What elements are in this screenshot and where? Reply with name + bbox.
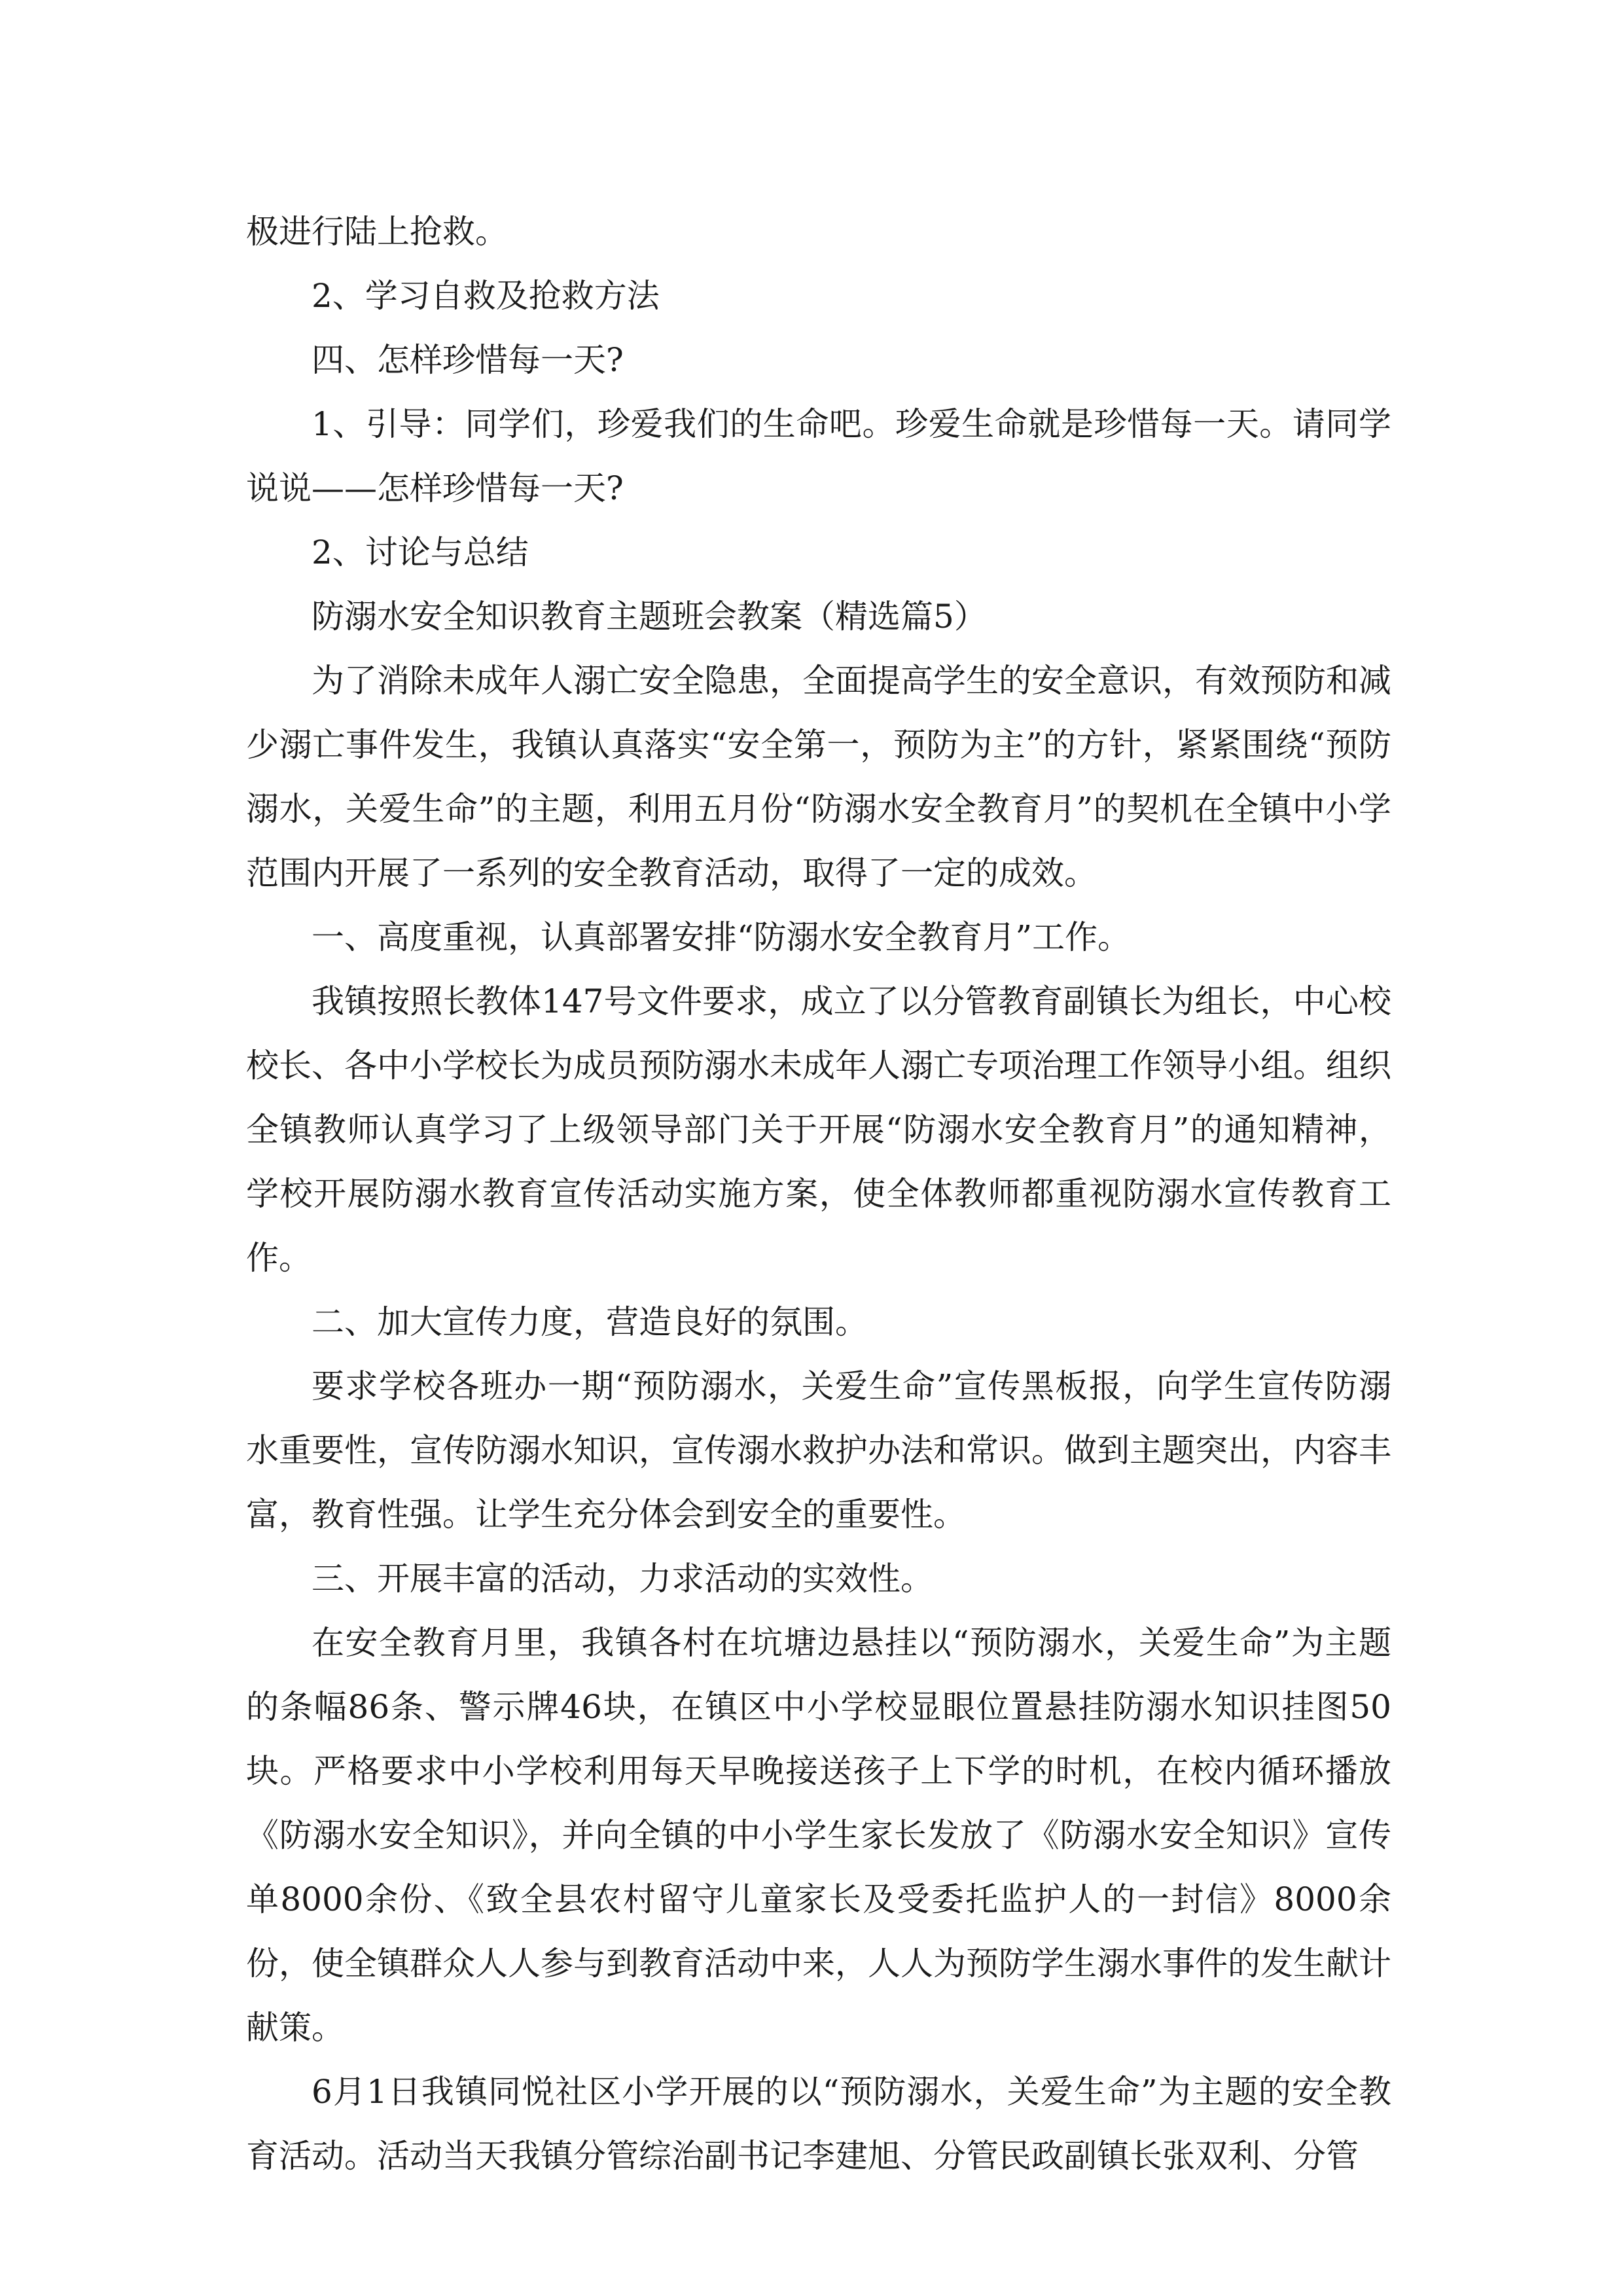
paragraph-guidance: 1、引导：同学们，珍爱我们的生命吧。珍爱生命就是珍惜每一天。请同学说说——怎样珍惜每一天? (246, 405, 1391, 507)
heading-section-one: 一、高度重视，认真部署安排“防溺水安全教育月”工作。 (312, 918, 1131, 956)
paragraph-june-first-activity: 6月1日我镇同悦社区小学开展的以“预防溺水，关爱生命”为主题的安全教育活动。活动当天我镇分管综治副书记李建旭、分管民政副镇长张双利、分管 (246, 2073, 1391, 2175)
heading-section-two: 二、加大宣传力度，营造良好的氛围。 (312, 1303, 868, 1341)
paragraph-discussion-summary: 2、讨论与总结 (312, 533, 529, 571)
section-title: 防溺水安全知识教育主题班会教案（精选篇5） (312, 598, 987, 636)
paragraph-intro: 为了消除未成年人溺亡安全隐患，全面提高学生的安全意识，有效预防和减少溺亡事件发生，我镇认真落实“安全第一，预防为主”的方针，紧紧围绕“预防溺水，关爱生命”的主题，利用五月份“防溺水安全教育月”的契机在全镇中小学范围内开展了一系列的安全教育活动，取得了一定的成效。 (246, 662, 1391, 892)
heading-section-three: 三、开展丰富的活动，力求活动的实效性。 (312, 1560, 933, 1598)
paragraph-section-one: 我镇按照长教体147号文件要求，成立了以分管教育副镇长为组长，中心校校长、各中小学校长为成员预防溺水未成年人溺亡专项治理工作领导小组。组织全镇教师认真学习了上级领导部门关于开展“防溺水安全教育月”的通知精神，学校开展防溺水教育宣传活动实施方案，使全体教师都重视防溺水宣传教育工作。 (246, 982, 1391, 1277)
paragraph-section-three: 在安全教育月里，我镇各村在坑塘边悬挂以“预防溺水，关爱生命”为主题的条幅86条、警示牌46块，在镇区中小学校显眼位置悬挂防溺水知识挂图50块。严格要求中小学校利用每天早晚接送孩子上下学的时机，在校内循环播放《防溺水安全知识》，并向全镇的中小学生家长发放了《防溺水安全知识》宣传单8000余份、《致全县农村留守儿童家长及受委托监护人的一封信》8000余份，使全镇群众人人参与到教育活动中来，人人为预防学生溺水事件的发生献计献策。 (246, 1624, 1391, 2047)
paragraph-continuation: 极进行陆上抢救。 (246, 213, 508, 251)
paragraph-self-rescue-methods: 2、学习自救及抢救方法 (312, 277, 660, 315)
paragraph-section-two: 要求学校各班办一期“预防溺水，关爱生命”宣传黑板报，向学生宣传防溺水重要性，宣传防溺水知识，宣传溺水救护办法和常识。做到主题突出，内容丰富，教育性强。让学生充分体会到安全的重要性。 (246, 1367, 1391, 1534)
heading-cherish-each-day: 四、怎样珍惜每一天? (312, 341, 624, 379)
document-body (246, 200, 1391, 2188)
